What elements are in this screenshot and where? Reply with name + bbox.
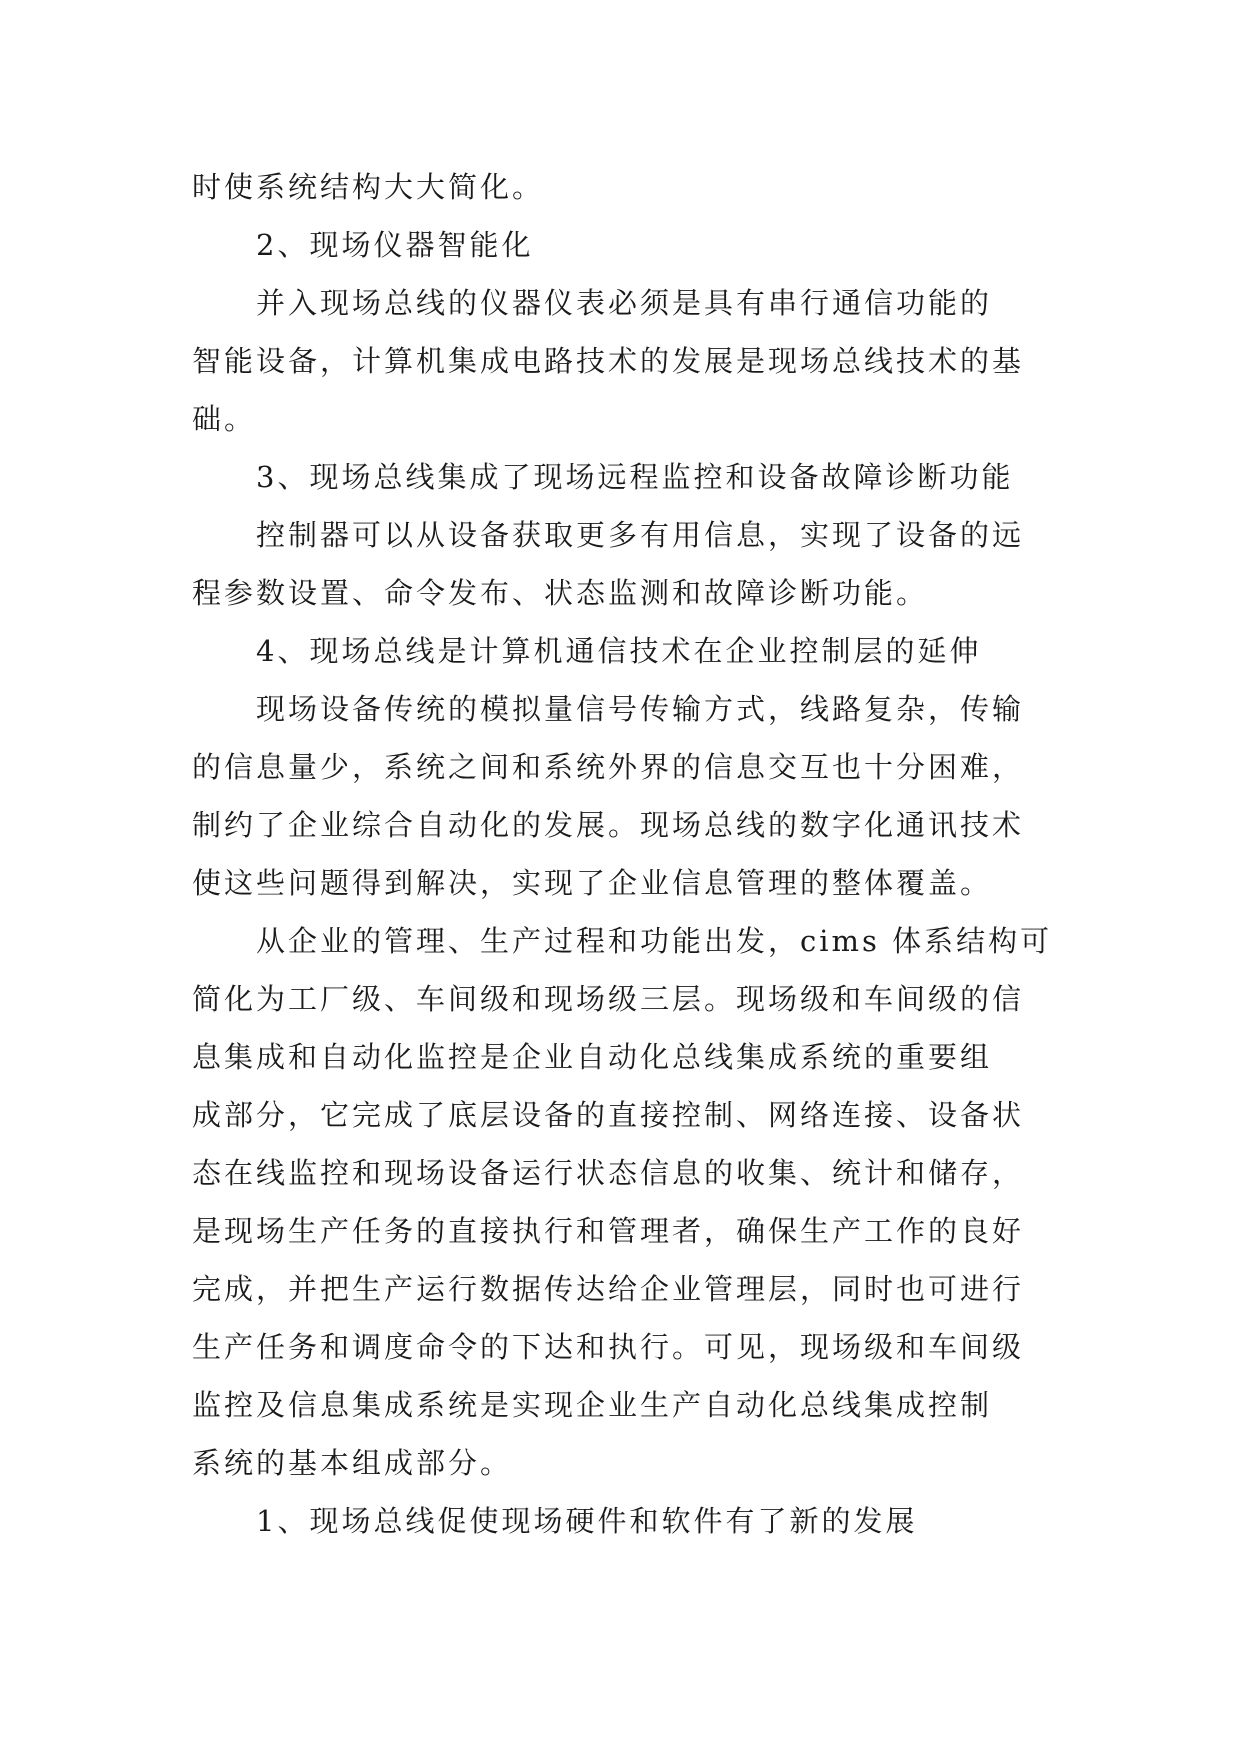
document-body: [192, 158, 1052, 1550]
text-line: 是现场生产任务的直接执行和管理者，确保生产工作的良好: [192, 1214, 1025, 1248]
text-line: 系统的基本组成部分。: [192, 1446, 513, 1480]
section-heading: 4、现场总线是计算机通信技术在企业控制层的延伸: [256, 634, 982, 668]
text-line: 并入现场总线的仪器仪表必须是具有串行通信功能的: [256, 286, 993, 320]
text-line: 生产任务和调度命令的下达和执行。可见，现场级和车间级: [192, 1330, 1025, 1364]
text-line: 使这些问题得到解决，实现了企业信息管理的整体覆盖。: [192, 866, 993, 900]
text-line: 监控及信息集成系统是实现企业生产自动化总线集成控制: [192, 1388, 993, 1422]
text-line: 智能设备，计算机集成电路技术的发展是现场总线技术的基: [192, 344, 1025, 378]
text-line: 完成，并把生产运行数据传达给企业管理层，同时也可进行: [192, 1272, 1025, 1306]
section-heading: 3、现场总线集成了现场远程监控和设备故障诊断功能: [256, 460, 1014, 494]
text-line: 的信息量少，系统之间和系统外界的信息交互也十分困难，: [192, 750, 1025, 784]
text-line: 程参数设置、命令发布、状态监测和故障诊断功能。: [192, 576, 929, 610]
section-heading: 1、现场总线促使现场硬件和软件有了新的发展: [256, 1504, 918, 1538]
section-heading: 2、现场仪器智能化: [256, 228, 534, 262]
text-line: 简化为工厂级、车间级和现场级三层。现场级和车间级的信: [192, 982, 1025, 1016]
text-line: 控制器可以从设备获取更多有用信息，实现了设备的远: [256, 518, 1025, 552]
text-line: 息集成和自动化监控是企业自动化总线集成系统的重要组: [192, 1040, 993, 1074]
text-line: 现场设备传统的模拟量信号传输方式，线路复杂，传输: [256, 692, 1025, 726]
text-line: 态在线监控和现场设备运行状态信息的收集、统计和储存，: [192, 1156, 1025, 1190]
text-line: 成部分，它完成了底层设备的直接控制、网络连接、设备状: [192, 1098, 1025, 1132]
text-line: 制约了企业综合自动化的发展。现场总线的数字化通讯技术: [192, 808, 1025, 842]
text-line: 从企业的管理、生产过程和功能出发，cims 体系结构可: [256, 924, 1053, 958]
text-line: 时使系统结构大大简化。: [192, 170, 545, 204]
text-line: 础。: [192, 402, 257, 436]
